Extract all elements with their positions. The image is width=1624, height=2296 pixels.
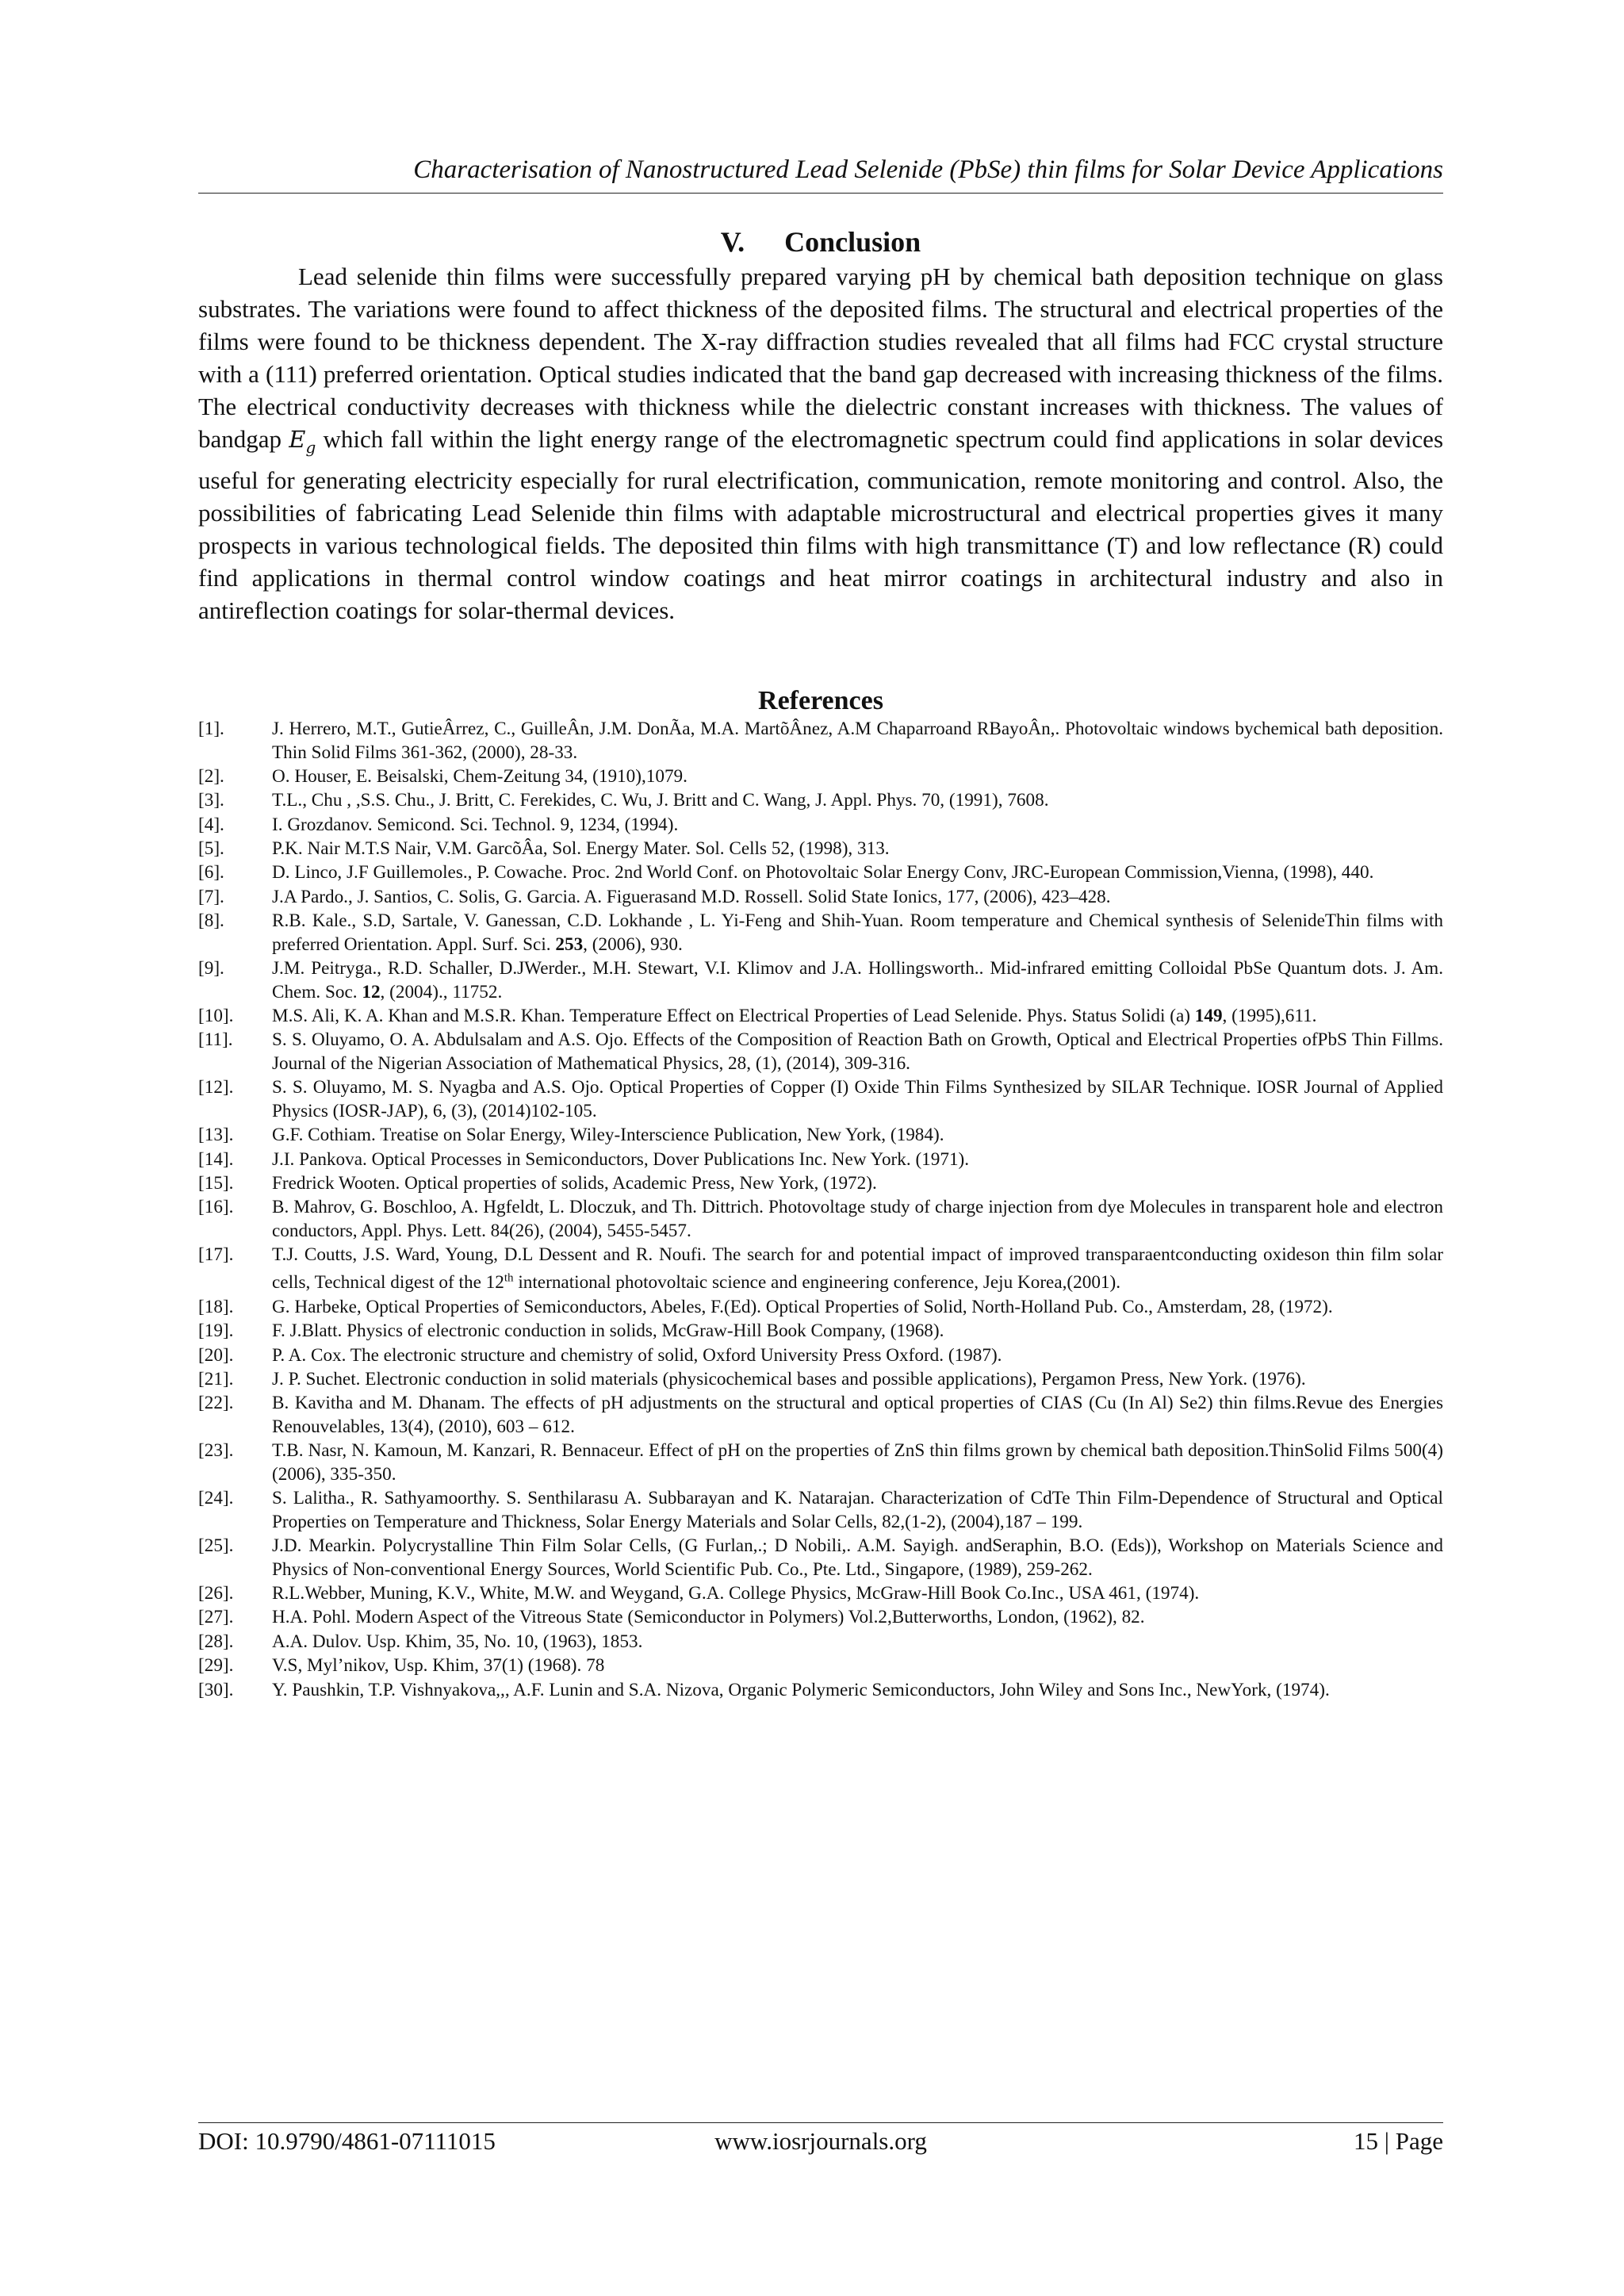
reference-item [198, 910, 1443, 956]
reference-number: [26]. [198, 1583, 234, 1604]
reference-number: [12]. [198, 1077, 234, 1098]
reference-number: [22]. [198, 1393, 234, 1414]
footer-rule [198, 2122, 1443, 2123]
footer-website: www.iosrjournals.org [714, 2127, 927, 2155]
reference-item [198, 1654, 1443, 1678]
reference-item [198, 1439, 1443, 1486]
reference-number: [14]. [198, 1148, 234, 1170]
reference-item [198, 1679, 1443, 1703]
reference-item [198, 886, 1443, 910]
reference-number: [7]. [198, 886, 224, 907]
reference-item [198, 1344, 1443, 1368]
reference-number: [27]. [198, 1607, 234, 1628]
reference-item [198, 1296, 1443, 1320]
reference-text: J.A Pardo., J. Santios, C. Solis, G. Garcia. A. Figuerasand M.D. Rossell. Solid State Ionics, 177, (2006), 423–428. [272, 886, 1111, 907]
reference-text: R.B. Kale., S.D, Sartale, V. Ganessan, C.D. Lokhande , L. Yi-Feng and Shih-Yuan. Room temperature and Chemical synthesis of SelenideThin films with preferred Orientation. Appl. Surf. Sci. 253, (2006), 930. [272, 910, 1443, 955]
reference-number: [3]. [198, 790, 224, 811]
reference-number: [9]. [198, 958, 224, 979]
reference-item [198, 1606, 1443, 1630]
reference-text: B. Mahrov, G. Boschloo, A. Hgfeldt, L. Dloczuk, and Th. Dittrich. Photovoltage study of charge injection from dye Molecules in transparent hole and electron conductors, Appl. Phys. Lett. 84(26), (2004), 5455-5457. [272, 1197, 1443, 1241]
reference-item [198, 838, 1443, 861]
reference-number: [17]. [198, 1244, 234, 1266]
reference-text: G.F. Cothiam. Treatise on Solar Energy, Wiley-Interscience Publication, New York, (1984). [272, 1125, 944, 1146]
reference-number: [21]. [198, 1369, 234, 1390]
reference-item [198, 1244, 1443, 1295]
reference-number: [6]. [198, 862, 224, 884]
reference-text: S. S. Oluyamo, M. S. Nyagba and A.S. Ojo. Optical Properties of Copper (I) Oxide Thin Films Synthesized by SILAR Technique. IOSR Journal of Applied Physics (IOSR-JAP), 6, (3), (2014)102-105. [272, 1077, 1443, 1121]
reference-item [198, 1392, 1443, 1439]
reference-text: J.M. Peitryga., R.D. Schaller, D.JWerder., M.H. Stewart, V.I. Klimov and J.A. Hollingsworth.. Mid-infrared emitting Colloidal PbSe Quantum dots. J. Am. Chem. Soc. 12, (2004)., 11752. [272, 958, 1443, 1002]
section-title: Conclusion [784, 226, 921, 258]
reference-item [198, 1368, 1443, 1392]
reference-item [198, 1631, 1443, 1654]
reference-item [198, 814, 1443, 838]
bandgap-symbol [289, 426, 316, 457]
conclusion-text-part-2: which fall within the light energy range of the electromagnetic spectrum could find applications in solar devices useful for generating electricity especially for rural electrification, communication, remote monitoring and control. Also, the possibilities of fabricating Lead Selenide thin films with adaptable microstructural and electrical properties gives it many prospects in various technological fields. The deposited thin films with high transmittance (T) and low reflectance (R) could find applications in thermal control window coatings and heat mirror coatings in architectural industry and also in antireflection coatings for solar-thermal devices. [198, 425, 1444, 624]
header-rule [198, 193, 1443, 194]
reference-text: F. J.Blatt. Physics of electronic conduction in solids, McGraw-Hill Book Company, (1968). [272, 1320, 944, 1342]
references-title: References [758, 686, 883, 715]
running-title: Characterisation of Nanostructured Lead Selenide (PbSe) thin films for Solar Device Applications [413, 155, 1443, 184]
reference-text: A.A. Dulov. Usp. Khim, 35, No. 10, (1963), 1853. [272, 1631, 643, 1652]
reference-number: [19]. [198, 1320, 234, 1342]
reference-number: [24]. [198, 1488, 234, 1509]
reference-number: [8]. [198, 910, 224, 932]
reference-text: G. Harbeke, Optical Properties of Semiconductors, Abeles, F.(Ed). Optical Properties of Solid, North-Holland Pub. Co., Amsterdam, 28, (1972). [272, 1296, 1333, 1317]
reference-text: O. Houser, E. Beisalski, Chem-Zeitung 34, (1910),1079. [272, 765, 688, 787]
reference-text: M.S. Ali, K. A. Khan and M.S.R. Khan. Temperature Effect on Electrical Properties of Lead Selenide. Phys. Status Solidi (a) 149, (1995),611. [272, 1006, 1317, 1027]
reference-item [198, 1076, 1443, 1123]
reference-item [198, 1148, 1443, 1172]
reference-text: T.L., Chu , ,S.S. Chu., J. Britt, C. Ferekides, C. Wu, J. Britt and C. Wang, J. Appl. Phys. 70, (1991), 7608. [272, 790, 1049, 811]
reference-number: [20]. [198, 1344, 234, 1366]
reference-item [198, 957, 1443, 1004]
reference-number: [25]. [198, 1535, 234, 1557]
reference-text: D. Linco, J.F Guillemoles., P. Cowache. Proc. 2nd World Conf. on Photovoltaic Solar Energy Conv, JRC-European Commission,Vienna, (1998), 440. [272, 862, 1374, 884]
reference-item [198, 1582, 1443, 1606]
section-number: V. [720, 226, 745, 258]
reference-item [198, 1535, 1443, 1581]
reference-text: P. A. Cox. The electronic structure and chemistry of solid, Oxford University Press Oxford. (1987). [272, 1344, 1002, 1366]
bandgap-symbol-letter: E [289, 426, 306, 453]
conclusion-text-part-1: Lead selenide thin films were successfully prepared varying pH by chemical bath deposition technique on glass substrates. The variations were found to affect thickness of the deposited films. The structural and electrical properties of the films were found to be thickness dependent. The X-ray diffraction studies revealed that all films had FCC crystal structure with a (111) preferred orientation. Optical studies indicated that the band gap decreased with increasing thickness of the films. The electrical conductivity decreases with thickness while the dielectric constant increases with thickness. The values of bandgap [198, 263, 1443, 453]
reference-text: P.K. Nair M.T.S Nair, V.M. GarcõÂa, Sol. Energy Mater. Sol. Cells 52, (1998), 313. [272, 838, 890, 860]
reference-item [198, 1005, 1443, 1029]
reference-text: Fredrick Wooten. Optical properties of solids, Academic Press, New York, (1972). [272, 1172, 877, 1194]
footer-doi: DOI: 10.9790/4861-07111015 [198, 2127, 496, 2155]
reference-item [198, 1172, 1443, 1196]
reference-number: [15]. [198, 1172, 234, 1194]
reference-item [198, 765, 1443, 789]
conclusion-paragraph [198, 260, 1443, 627]
reference-text: R.L.Webber, Muning, K.V., White, M.W. and Weygand, G.A. College Physics, McGraw-Hill Book Co.Inc., USA 461, (1974). [272, 1583, 1200, 1604]
reference-text: Y. Paushkin, T.P. Vishnyakova,,, A.F. Lunin and S.A. Nizova, Organic Polymeric Semiconductors, John Wiley and Sons Inc., NewYork, (1974). [272, 1679, 1330, 1700]
reference-number: [29]. [198, 1655, 234, 1677]
reference-item [198, 861, 1443, 885]
reference-number: [5]. [198, 838, 224, 860]
reference-text: V.S, Myl’nikov, Usp. Khim, 37(1) (1968). 78 [272, 1655, 605, 1677]
reference-text: J.D. Mearkin. Polycrystalline Thin Film Solar Cells, (G Furlan,.; D Nobili,. A.M. Sayigh. andSeraphin, B.O. (Eds)), Workshop on Materials Science and Physics of Non-conventional Energy Sources, World Scientific Pub. Co., Pte. Ltd., Singapore, (1989), 259-262. [272, 1535, 1443, 1580]
reference-text: B. Kavitha and M. Dhanam. The effects of pH adjustments on the structural and optical properties of CIAS (Cu (In Al) Se2) thin films.Revue des Energies Renouvelables, 13(4), (2010), 603 – 612. [272, 1393, 1443, 1437]
reference-text: J. Herrero, M.T., GutieÂrrez, C., GuilleÂn, J.M. DonÃa, M.A. MartõÂnez, A.M Chaparroand RBayoÂn,. Photovoltaic windows bychemical bath deposition. Thin Solid Films 361-362, (2000), 28-33. [272, 719, 1443, 763]
reference-item [198, 1487, 1443, 1534]
section-heading [198, 224, 1443, 260]
reference-number: [18]. [198, 1296, 234, 1317]
reference-item [198, 1196, 1443, 1243]
reference-number: [30]. [198, 1679, 234, 1700]
reference-item [198, 718, 1443, 765]
footer-page-number: 15 | Page [1354, 2127, 1443, 2155]
reference-number: [11]. [198, 1029, 233, 1051]
reference-text: I. Grozdanov. Semicond. Sci. Technol. 9, 1234, (1994). [272, 814, 679, 835]
reference-text: H.A. Pohl. Modern Aspect of the Vitreous State (Semiconductor in Polymers) Vol.2,Butterworths, London, (1962), 82. [272, 1607, 1145, 1628]
reference-number: [16]. [198, 1197, 234, 1218]
reference-number: [23]. [198, 1440, 234, 1462]
reference-number: [10]. [198, 1006, 234, 1027]
reference-number: [2]. [198, 765, 224, 787]
reference-number: [1]. [198, 719, 224, 739]
reference-text: J. P. Suchet. Electronic conduction in solid materials (physicochemical bases and possible applications), Pergamon Press, New York. (1976). [272, 1369, 1306, 1390]
reference-text: S. Lalitha., R. Sathyamoorthy. S. Senthilarasu A. Subbarayan and K. Natarajan. Characterization of CdTe Thin Film-Dependence of Structural and Optical Properties on Temperature and Thickness, Solar Energy Materials and Solar Cells, 82,(1-2), (2004),187 – 199. [272, 1488, 1443, 1532]
reference-item [198, 1320, 1443, 1343]
reference-item [198, 1124, 1443, 1148]
reference-number: [4]. [198, 814, 224, 835]
reference-text: T.B. Nasr, N. Kamoun, M. Kanzari, R. Bennaceur. Effect of pH on the properties of ZnS thin films grown by chemical bath deposition.ThinSolid Films 500(4) (2006), 335-350. [272, 1440, 1443, 1485]
reference-number: [28]. [198, 1631, 234, 1652]
reference-text: S. S. Oluyamo, O. A. Abdulsalam and A.S. Ojo. Effects of the Composition of Reaction Bath on Growth, Optical and Electrical Properties ofPbS Thin Fillms. Journal of the Nigerian Association of Mathematical Physics, 28, (1), (2014), 309-316. [272, 1029, 1443, 1074]
reference-number: [13]. [198, 1125, 234, 1146]
reference-text: J.I. Pankova. Optical Processes in Semiconductors, Dover Publications Inc. New York. (1971). [272, 1148, 970, 1170]
reference-text: T.J. Coutts, J.S. Ward, Young, D.L Dessent and R. Noufi. The search for and potential impact of improved transparaentconducting oxideson thin film solar cells, Technical digest of the 12th international photovoltaic science and engineering conference, Jeju Korea,(2001). [272, 1244, 1443, 1294]
reference-item [198, 1029, 1443, 1075]
bandgap-symbol-subscript: g [305, 437, 316, 457]
references-list [198, 718, 1443, 1703]
reference-item [198, 789, 1443, 813]
